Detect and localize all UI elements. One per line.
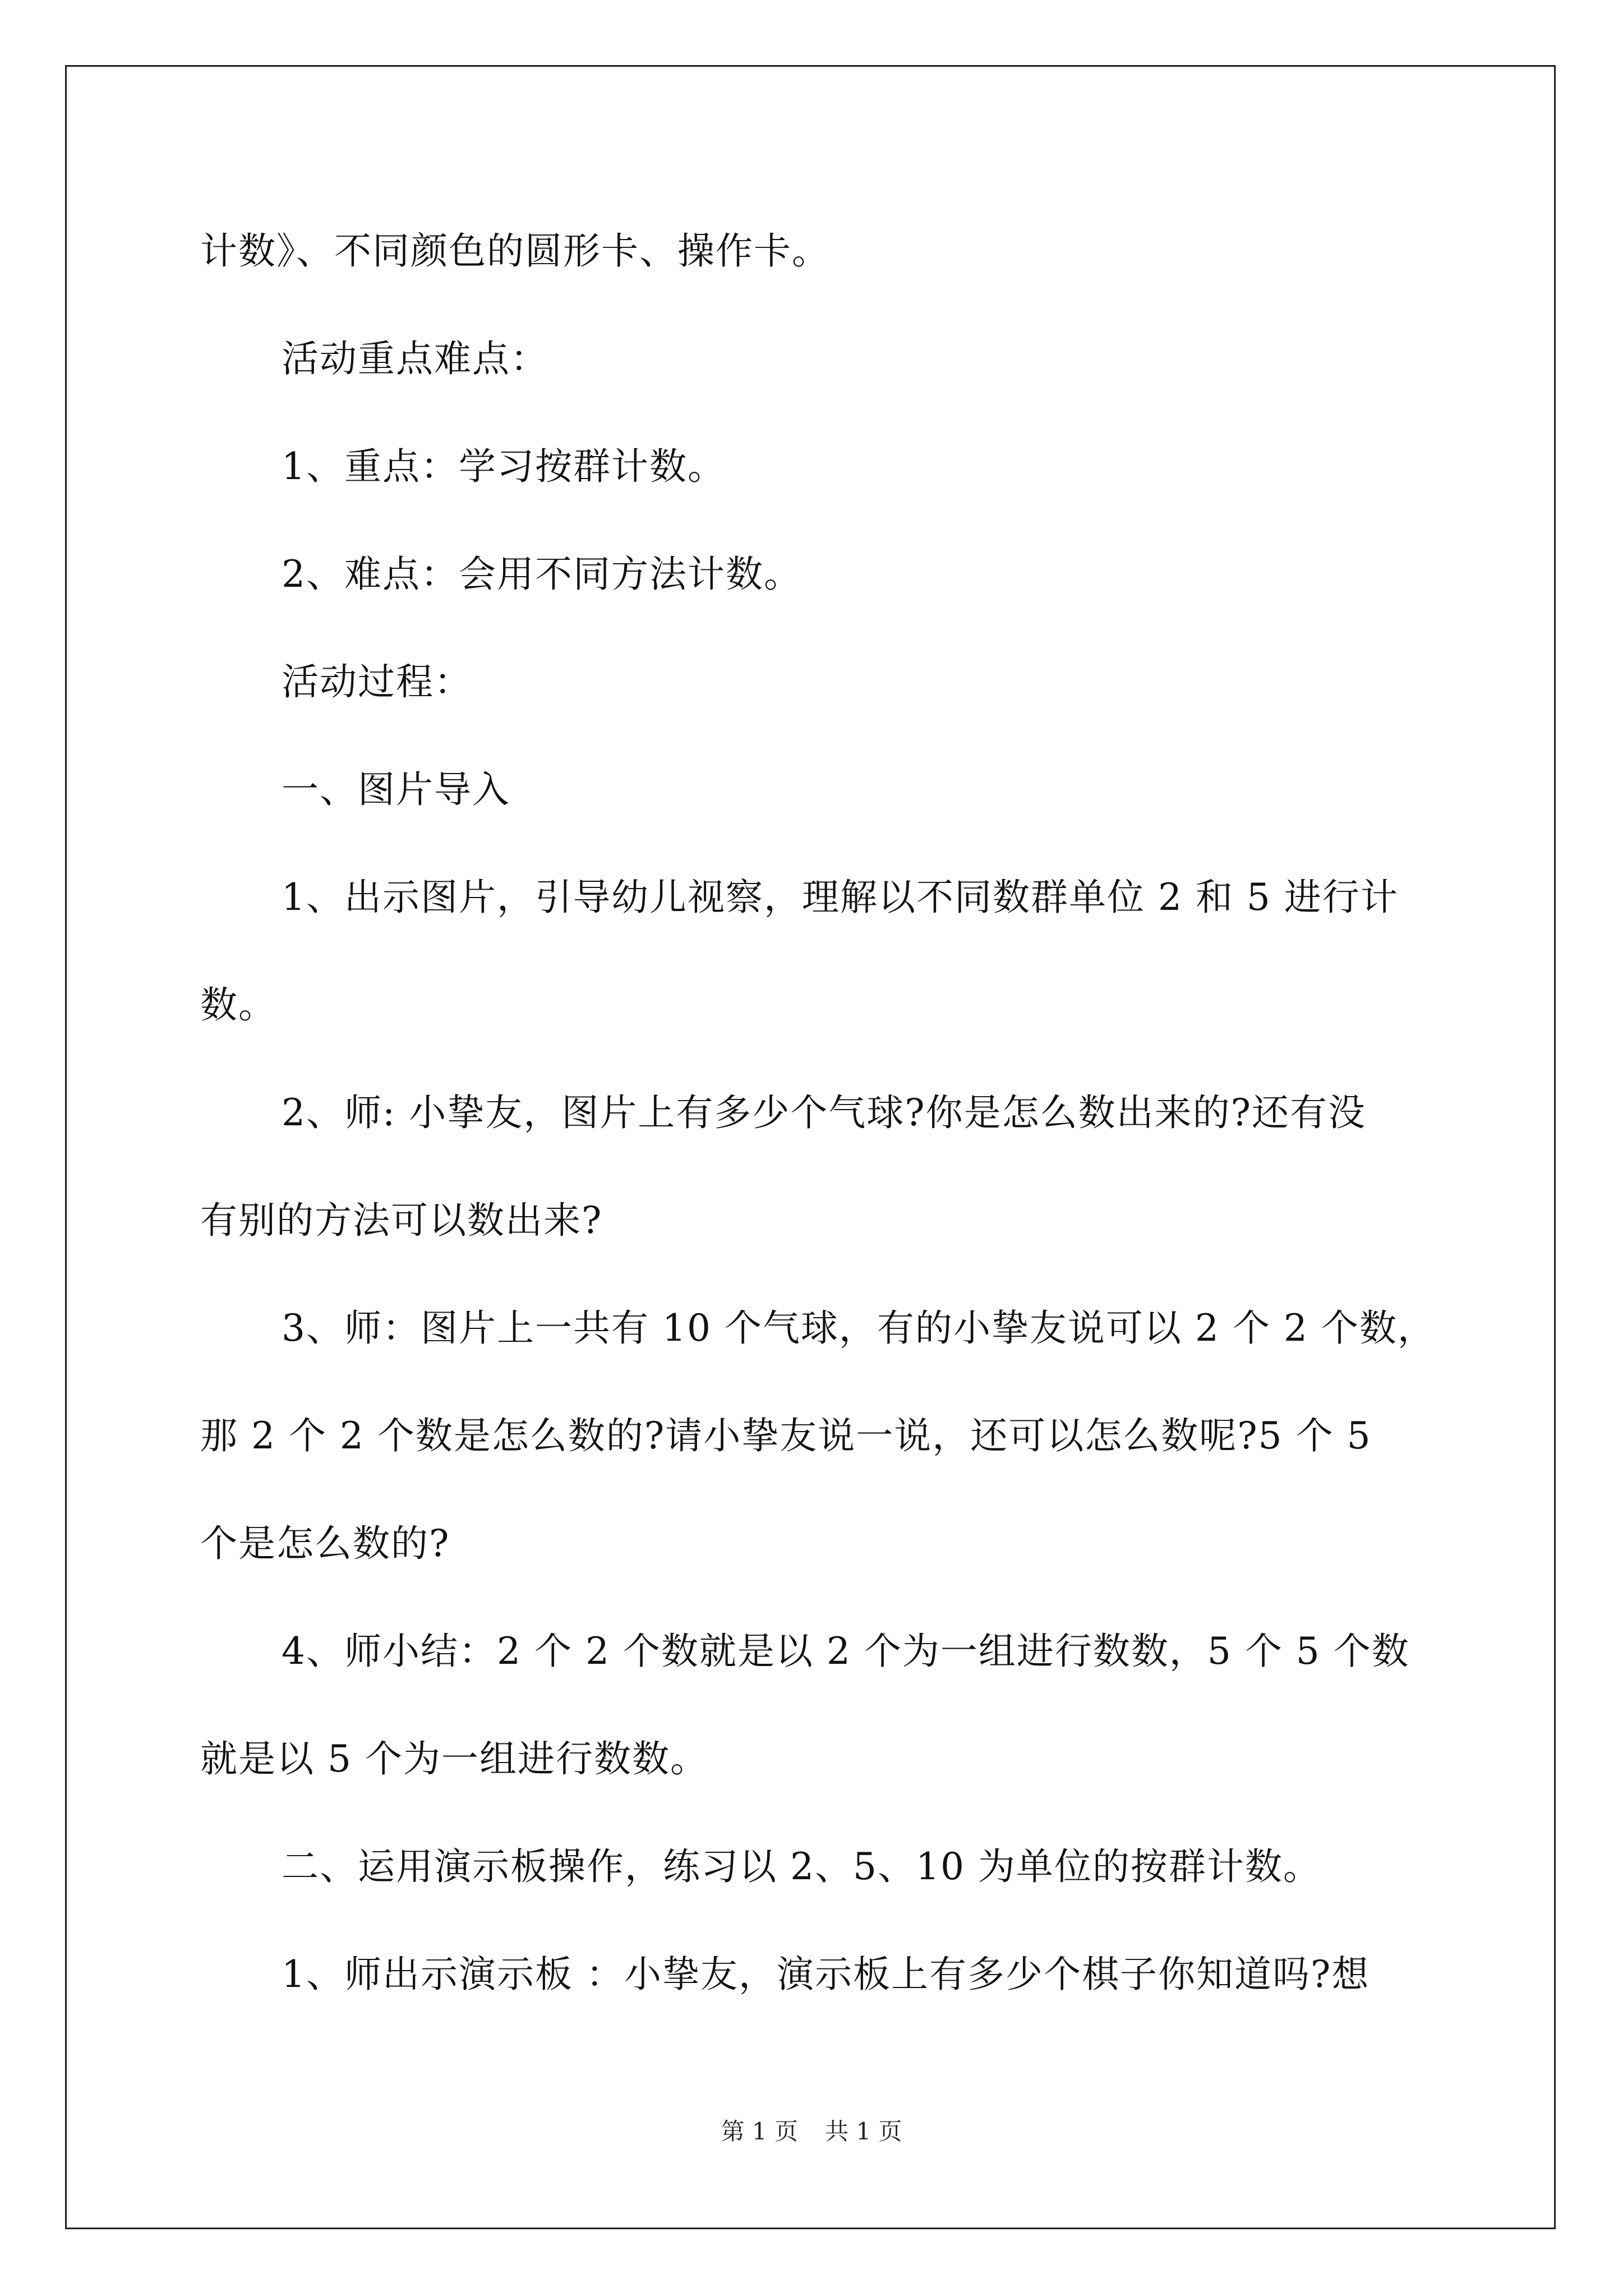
text-line: 活动重点难点： bbox=[282, 337, 548, 380]
text-line: 计数》、不同颜色的圆形卡、操作卡。 bbox=[200, 229, 830, 273]
text-line: 1、重点：学习按群计数。 bbox=[282, 445, 726, 488]
text-line: 个是怎么数的? bbox=[200, 1522, 450, 1565]
text-line: 有别的方法可以数出来? bbox=[200, 1199, 603, 1242]
text-line: 就是以 5 个为一组进行数数。 bbox=[200, 1737, 708, 1780]
text-line: 3、师：图片上一共有 10 个气球，有的小挚友说可以 2 个 2 个数， bbox=[282, 1306, 1436, 1350]
text-line: 活动过程： bbox=[282, 660, 472, 703]
text-line: 二、运用演示板操作，练习以 2、5、10 为单位的按群计数。 bbox=[282, 1845, 1321, 1888]
page-total: 共 1 页 bbox=[825, 2118, 902, 2145]
text-line: 2、难点：会用不同方法计数。 bbox=[282, 553, 802, 596]
page-number: 第 1 页 bbox=[721, 2118, 798, 2145]
page-border bbox=[65, 65, 1556, 2229]
text-line: 数。 bbox=[200, 983, 276, 1027]
text-line: 4、师小结：2 个 2 个数就是以 2 个为一组进行数数，5 个 5 个数 bbox=[282, 1630, 1410, 1673]
text-line: 1、出示图片，引导幼儿视察，理解以不同数群单位 2 和 5 进行计 bbox=[282, 876, 1399, 919]
text-line: 那 2 个 2 个数是怎么数的?请小挚友说一说，还可以怎么数呢?5 个 5 bbox=[200, 1414, 1372, 1457]
page-footer bbox=[0, 2118, 1623, 2146]
text-line: 1、师出示演示板 ：小挚友，演示板上有多少个棋子你知道吗?想 bbox=[282, 1953, 1370, 1996]
text-line: 一、图片导入 bbox=[282, 768, 510, 811]
text-line: 2、师: 小挚友，图片上有多少个气球?你是怎么数出来的?还有没 bbox=[282, 1091, 1366, 1134]
